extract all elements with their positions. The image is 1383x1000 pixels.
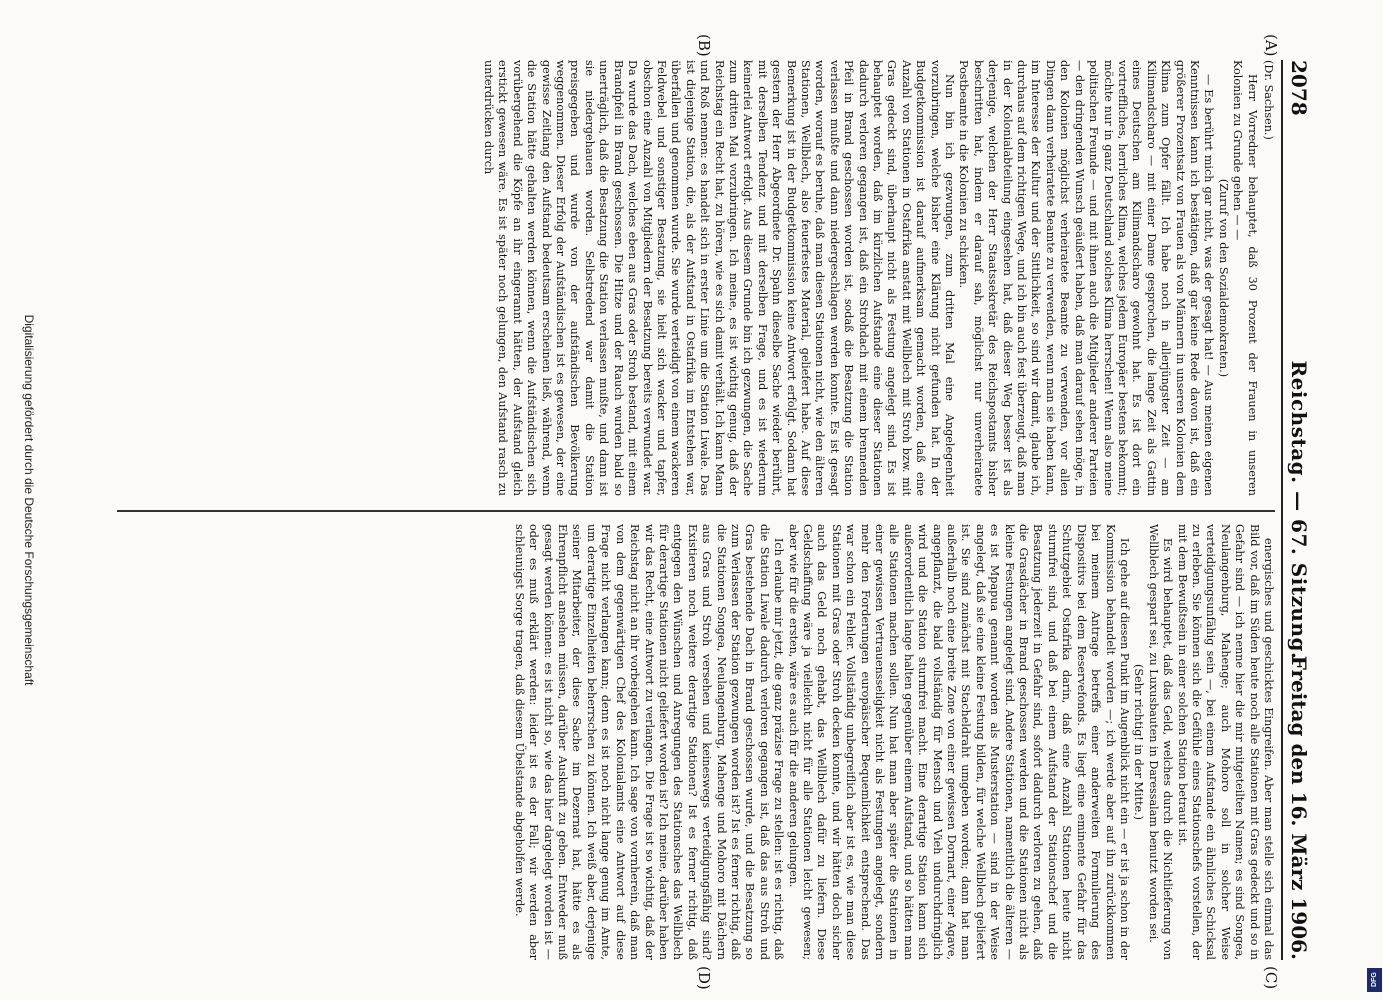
interjection: (Zuruf von den Sozialdemokraten.) bbox=[1216, 178, 1230, 378]
margin-marker-c: (C) bbox=[1262, 966, 1280, 990]
paragraph: Es wird behauptet, daß das Geld, welches durch die Nichtlieferung von Wellblech gespart sei, zu Luxusbauten in Daressalam benutzt worden sei. bbox=[1146, 524, 1175, 960]
margin-marker-b: (B) bbox=[695, 34, 713, 57]
column-divider bbox=[117, 510, 1275, 512]
session-date: Freitag den 16. März 1906. bbox=[1287, 655, 1311, 960]
margin-marker-d: (D) bbox=[695, 966, 713, 990]
paragraph: Herr Vorredner behauptet, daß 30 Prozent der Frauen in unseren Kolonien zu Grunde gehen — — bbox=[1231, 60, 1259, 496]
page-header bbox=[1283, 60, 1313, 960]
interjection: (Sehr richtig! in der Mitte.) bbox=[1132, 663, 1146, 821]
running-title: Reichstag. — 67. Sitzung. bbox=[1287, 360, 1311, 660]
right-text-column bbox=[117, 524, 1275, 960]
paragraph: Nun bin ich gezwungen, zum dritten Mal eine Angelegenheit vorzubringen, welche bisher eine Klärung nicht gefunden hat. In der Budgetkommission ist darauf aufmerksam gemacht worden, daß eine Anzahl von Stationen in Ostafrika anstatt mit Wellblech mit Stroh bzw. mit Gras gedeckt sind, überhaupt nicht als Festung angelegt sind. Es ist behauptet worden, daß im kürzlichen Aufstande eine dieser Stationen dadurch verloren gegangen ist, daß ein Strohdach mit einem brennenden Pfeil in Brand geschossen worden ist, sodaß die Besatzung die Station verlassen mußte und dann niedergeschlagen werden konnte. Es ist gesagt worden, worauf es beruhe, daß man diesen Stationen nicht, wie den älteren Stationen, Wellblech, also feuerfestes Material, geliefert habe. Auf diese Bemerkung ist in der Budgetkommission keine Antwort erfolgt. Sodann hat gestern der Herr Abgeordnete Dr. Spahn dieselbe Sache wieder berührt, mit derselben Tendenz und mit derselben Frage, und es ist wiederum keinerlei Antwort erfolgt. Aus diesem Grunde bin ich gezwungen, die Sache zum dritten Mal vorzubringen. Ich meine, es ist wichtig genug, daß der Reichstag ein Recht hat, zu hören, wie es sich damit verhält. Ich kann Mann und Roß nennen: es handelt sich in erster Linie um die Station Liwale. Das ist diejenige Station, die, als der Aufstand in Ostafrika im Entstehen war, überfallen und genommen wurde. Sie wurde verteidigt von einem wackeren Feldwebel und sonstiger Besatzung, sie hielt sich wacker und tapfer, obschon eine Anzahl von Mitgliedern der Besatzung bereits verwundet war. Da wurde das Dach, welches eben aus Gras oder Stroh bestand, mit einem Brandpfeil in Brand geschossen. Die Hitze und der Rauch wurden bald so unerträglich, daß die Besatzung die Station verlassen mußte, und dann ist sie niedergehauen worden. Selbstredend war damit die Station preisgegeben und wurde von der aufständischen Bevölkerung weggenommen. Dieser Erfolg der Aufständischen ist es gewesen, der eine gewisse Zeitlang den Aufstand bedeutsam erscheinen ließ, während, wenn die Station hätte gehalten werden können, wenn die Aufständischen sich vorübergehend die Köpfe an ihr eingerannt hätten, der Aufstand gleich erstickt gewesen wäre. Es ist später noch gelungen, den Aufstand rasch zu unterdrücken durch bbox=[482, 60, 957, 496]
speaker-label: (Dr. Sachsen.) bbox=[1262, 60, 1275, 140]
paragraph: Ich gehe auf diesen Punkt im Augenblick nicht ein — er ist ja schon in der Kommission behandelt worden —; ich werde aber auf ihn zurückkommen bei meinem Antrage betreffs einer anderweiten Formulierung des Dispositivs bei dem Reservefonds. Es liegt eine eminente Gefahr für das Schutzgebiet Ostafrika darin, daß eine Anzahl Stationen heute nicht sturmfrei sind, und daß bei einem Aufstand der Stationschef und die Besatzung jederzeit in Gefahr sind, sofort dadurch verloren zu gehen, daß die Grasdächer in Brand geschossen werden und die Stationen nicht als kleine Festungen angelegt sind. Andere Stationen, namentlich die älteren — es ist Mpapua genannt worden als Musterstation — sind in der Weise angelegt, daß sie eine kleine Festung bilden, für welche Wellblech geliefert ist. Sie sind zunächst mit Stacheldraht umgeben worden; dann hat man außerhalb noch eine breite Zone von einer gewissen Dornart, einer Agave, angepflanzt, die bald vollständig für Mensch und Vieh undurchdringlich wird und die Station sturmfrei macht. Eine derartige Station kann sich außerordentlich lange halten gegenüber einem Aufstand, und so hätten man alle Stationen machen sollen. Nun hat man aber später die Stationen in einer gewissen Vertrauensseligkeit nicht als Festungen angelegt, sondern mehr den Forderungen europäischer Bequemlichkeit entsprechend. Das war schon ein Fehler. Vollständig unbegreiflich aber ist es, wie man diese Stationen mit Gras oder Stroh decken konnte, und wir hätten doch sicher auch das Geld noch gehabt, das Wellblech dafür zu liefern. Diese Geldschaffung wäre ja vielleicht nicht für alle Stationen leicht gewesen; aber wie für die ersten, wäre es auch für die anderen gelungen. bbox=[786, 524, 1131, 960]
dfg-logo: DFG bbox=[1367, 968, 1382, 992]
margin-marker-a: (A) bbox=[1262, 34, 1280, 57]
paragraph: Ich erlaube mir jetzt, die ganz präzise Frage zu stellen: ist es richtig, daß die Station Liwale dadurch verloren gegangen ist, daß das aus Stroh und Gras bestehende Dach in Brand geschossen wurde, und die Besatzung so zum Verlassen der Station gezwungen worden ist? Ist es ferner richtig, daß die Stationen Songea, Neulangenburg, Mahenge und Mohoro mit Dächern aus Gras und Stroh versehen und keineswegs verteidigungsfähig sind? Existieren noch weitere derartige Stationen? Ist es ferner richtig, daß entgegen den Wünschen und Anregungen des Stationsches das Wellblech für derartige Stationen nicht geliefert worden ist? Ich meine, darüber haben wir das Recht, eine Antwort zu verlangen. Die Frage ist so wichtig, daß der Reichstag nicht an ihr vorbeigehen kann. Ich sage von vornherein, daß man von dem gegenwärtigen Chef des Kolonialamts eine Antwort auf diese Frage nicht verlangen kann; denn es ist noch nicht lange genug im Amte, um derartige Einzelheiten beherrschen zu können. Ich weiß aber, derjenige seiner Mitarbeiter, der diese Sache im Dezernat hat, hätte es als Ehrenpflicht ansehen müssen, darüber Auskunft zu geben. Entweder muß gesagt werden können: es ist nicht so, wie das hier dargelegt worden ist — oder es muß erklärt werden: leider ist es der Fall; wir werden aber schleunigst Sorge tragen, daß diesem Übelstande abgeholfen werde. bbox=[512, 524, 786, 960]
paragraph: energisches und geschicktes Eingreifen. Aber man stelle sich einmal das Bild vor, daß im Süden heute noch alle Stationen mit Gras gedeckt und so in Gefahr sind — ich nenne hier die mir mitgeteilten Namen; es sind Songea, Neulangenburg, Mahenge; auch Mohoro soll in solcher Weise verteidigungsunfähig sein —, bei einem Aufstande ein ähnliches Schicksal zu erleben. Sie können sich die Gefühle eines Stationschefs vorstellen, der mit dem Bewußtsein in einer solchen Station betraut ist. bbox=[1175, 524, 1275, 960]
page-number: 2078 bbox=[1287, 60, 1311, 116]
header-rule bbox=[1281, 60, 1283, 960]
left-text-column bbox=[117, 60, 1275, 496]
paragraph: — Es berührt mich gar nicht, was der gesagt hat! — Aus meinen eigenen Kenntnissen kann ich bestätigen, daß gar keine Rede davon ist, daß ein größerer Prozentsatz von Frauen als von Männern in unseren Kolonien dem Klima zum Opfer fällt. Ich habe noch in allerjüngster Zeit — am Kilimandscharo — mit einer Dame gesprochen, die lange Zeit als Gattin eines Deutschen am Kilimandscharo gewohnt hat. Es ist dort ein vortreffliches, herrliches Klima, welches jedem Europäer bestens bekommt; möchte nur in ganz Deutschland solches Klima herrschen! Wenn also meine politischen Freunde — und mit ihnen auch die Mitglieder anderer Parteien — den dringenden Wunsch geäußert haben, daß man darauf sehen möge, in den Kolonien möglichst verheiratete Beamte zu verwenden, vor allen Dingen dann verheiratete Beamte zu verwenden, wenn man sie haben kann, im Interesse der Kultur und der Sittlichkeit, so sind wir damit, glaube ich, durchaus auf dem richtigen Wege, und ich bin auch fest überzeugt, daß man in der Kolonialabteilung eingesehen hat, daß dieser Weg besser ist als derjenige, welchen der Herr Staatssekretär des Reichspostamts bisher beschritten hat, indem er darauf sah, möglichst nur unverheiratete Postbeamte in die Kolonien zu schicken. bbox=[957, 60, 1216, 496]
digitization-note: Digitalisierung gefördert durch die Deutsche Forschungsgemeinschaft bbox=[22, 314, 36, 686]
